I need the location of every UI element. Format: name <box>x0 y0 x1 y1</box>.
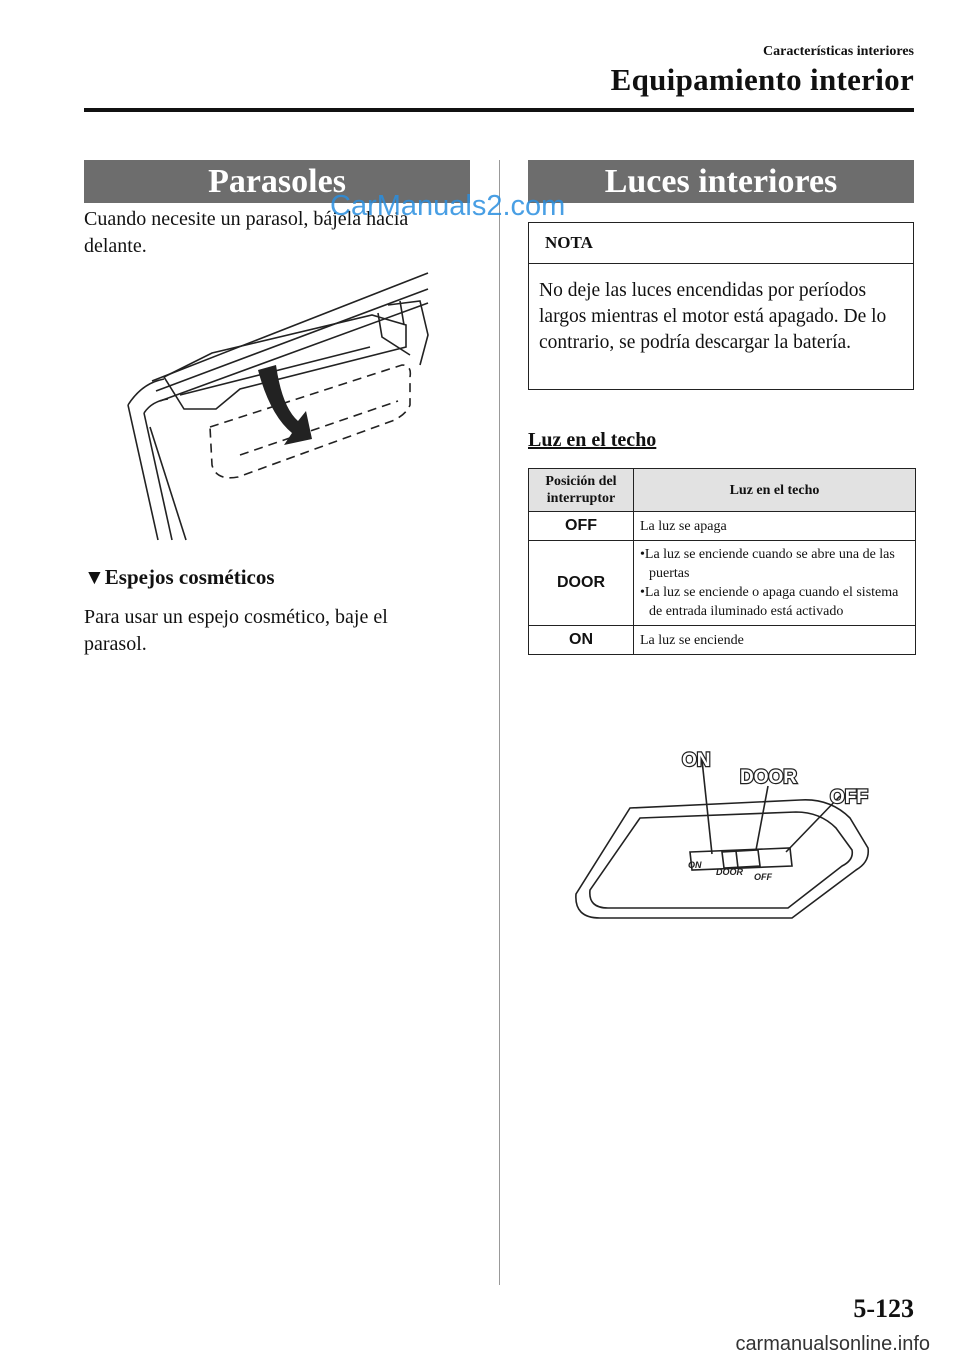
desc-off: La luz se apaga <box>634 512 916 541</box>
footer-site: carmanualsonline.info <box>735 1333 930 1355</box>
page-number: 5-123 <box>853 1294 914 1323</box>
subhead-espejos <box>84 565 275 590</box>
diagram-label-on: ON <box>682 750 711 771</box>
espejos-text: Para usar un espejo cosmético, baje el parasol. <box>84 606 388 655</box>
section-name: Características interiores <box>763 44 914 59</box>
table-row <box>529 626 916 655</box>
parasoles-intro: Cuando necesite un parasol, bájela hacia delante. <box>84 208 409 257</box>
pos-on: ON <box>529 626 634 655</box>
desc-door-bullet-1: •La luz se enciende cuando se abre una de las puertas <box>640 547 895 581</box>
page-title: Equipamiento interior <box>610 62 914 97</box>
triangle-marker-icon: ▼ <box>84 565 105 589</box>
nota-box <box>528 222 914 390</box>
desc-on: La luz se enciende <box>634 626 916 655</box>
pos-off: OFF <box>529 512 634 541</box>
pos-door: DOOR <box>529 541 634 626</box>
desc-door <box>634 541 916 626</box>
table-row <box>529 512 916 541</box>
table-row <box>529 541 916 626</box>
diagram-label-off: OFF <box>830 787 868 808</box>
diagram-label-door: DOOR <box>740 767 797 788</box>
watermark: CarManuals2.com <box>330 190 566 222</box>
col-posicion: Posición del interruptor <box>529 469 634 512</box>
switch-label-on: ON <box>688 860 702 870</box>
sun-visor-illustration <box>120 265 440 545</box>
subhead-espejos-text: Espejos cosméticos <box>104 565 275 589</box>
switch-label-off: OFF <box>754 872 772 882</box>
col-luz: Luz en el techo <box>634 469 916 512</box>
column-divider <box>499 160 500 1285</box>
switch-table <box>528 468 916 655</box>
nota-label: NOTA <box>529 223 913 264</box>
table-header-row <box>529 469 916 512</box>
ceiling-light-illustration <box>560 740 880 930</box>
header-rule <box>84 108 914 112</box>
luz-techo-title: Luz en el techo <box>528 429 657 451</box>
desc-door-bullet-2: •La luz se enciende o apaga cuando el sistema de entrada iluminado está activado <box>640 585 899 619</box>
banner-luces: Luces interiores <box>528 160 914 203</box>
switch-label-door: DOOR <box>716 867 743 877</box>
nota-text: No deje las luces encendidas por períodos largos mientras el motor está apagado. De lo contrario, se podría descargar la batería. <box>539 280 887 353</box>
banner-parasoles: Parasoles <box>84 160 470 203</box>
